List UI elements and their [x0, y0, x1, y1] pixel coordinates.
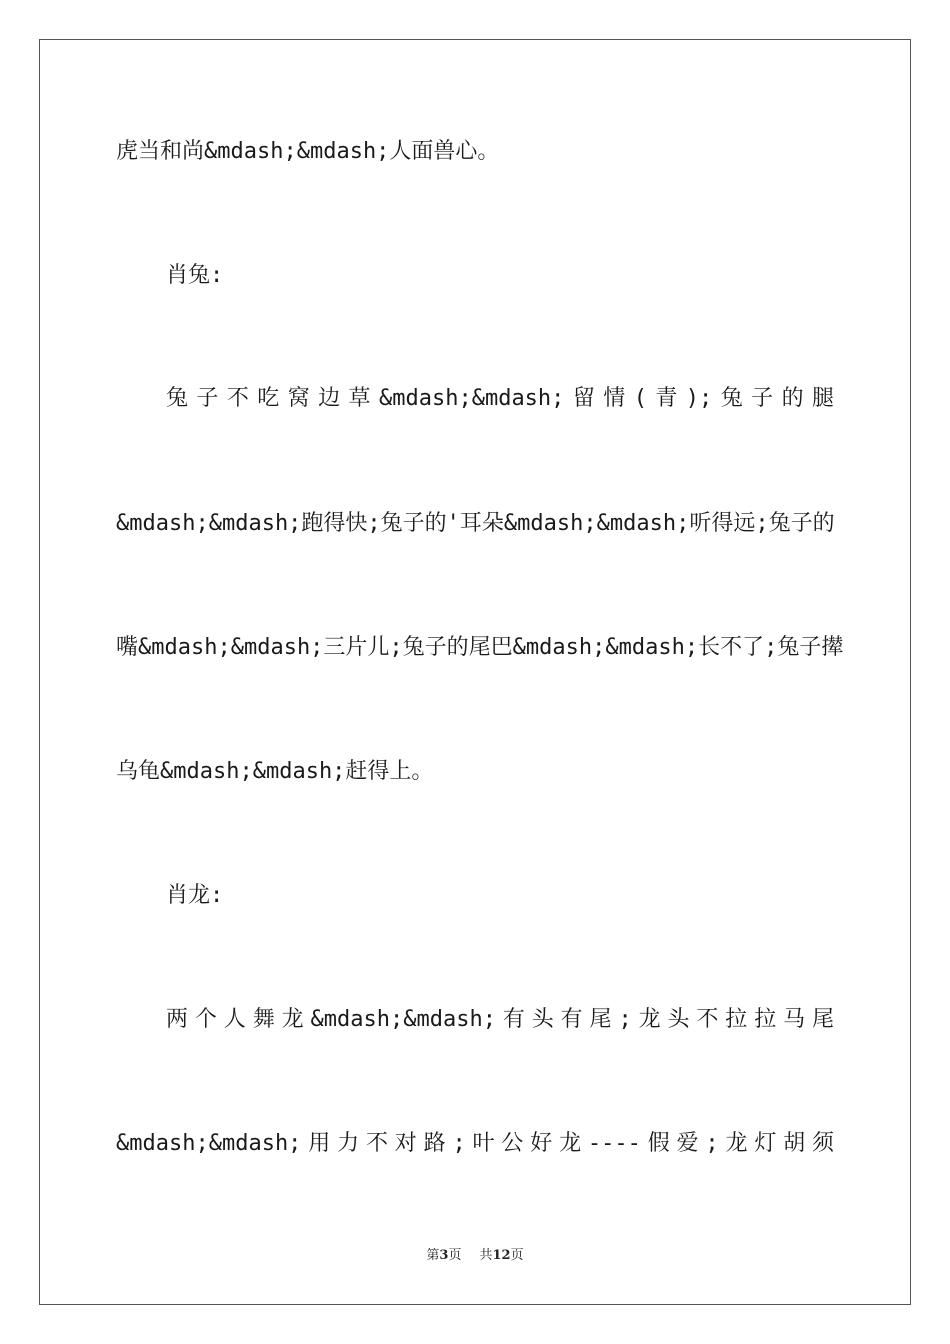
body-line-4: &mdash;&mdash;跑得快;兔子的'耳朵&mdash;&mdash;听得远;兔子的 — [116, 511, 835, 536]
page-suffix: 页 — [448, 1248, 462, 1263]
body-line-5: 嘴&mdash;&mdash;三片儿;兔子的尾巴&mdash;&mdash;长不了;兔子撵 — [116, 635, 844, 660]
page-border — [39, 39, 911, 1305]
body-line-3: 兔子不吃窝边草&mdash;&mdash;留情(青);兔子的腿 — [166, 386, 834, 411]
page-number: 3 — [439, 1248, 449, 1263]
body-line-6: 乌龟&mdash;&mdash;赶得上。 — [116, 759, 434, 784]
body-line-1: 虎当和尚&mdash;&mdash;人面兽心。 — [116, 139, 500, 164]
section-heading-rabbit: 肖兔: — [166, 263, 224, 288]
total-suffix: 页 — [510, 1248, 524, 1263]
section-heading-dragon: 肖龙: — [166, 883, 224, 908]
total-prefix: 共 — [479, 1248, 493, 1263]
page-footer — [0, 1247, 950, 1265]
body-line-9: &mdash;&mdash;用力不对路;叶公好龙----假爱;龙灯胡须 — [116, 1131, 834, 1156]
page-prefix: 第 — [426, 1248, 440, 1263]
total-pages: 12 — [492, 1248, 511, 1263]
body-line-8: 两个人舞龙&mdash;&mdash;有头有尾;龙头不拉拉马尾 — [166, 1007, 834, 1032]
